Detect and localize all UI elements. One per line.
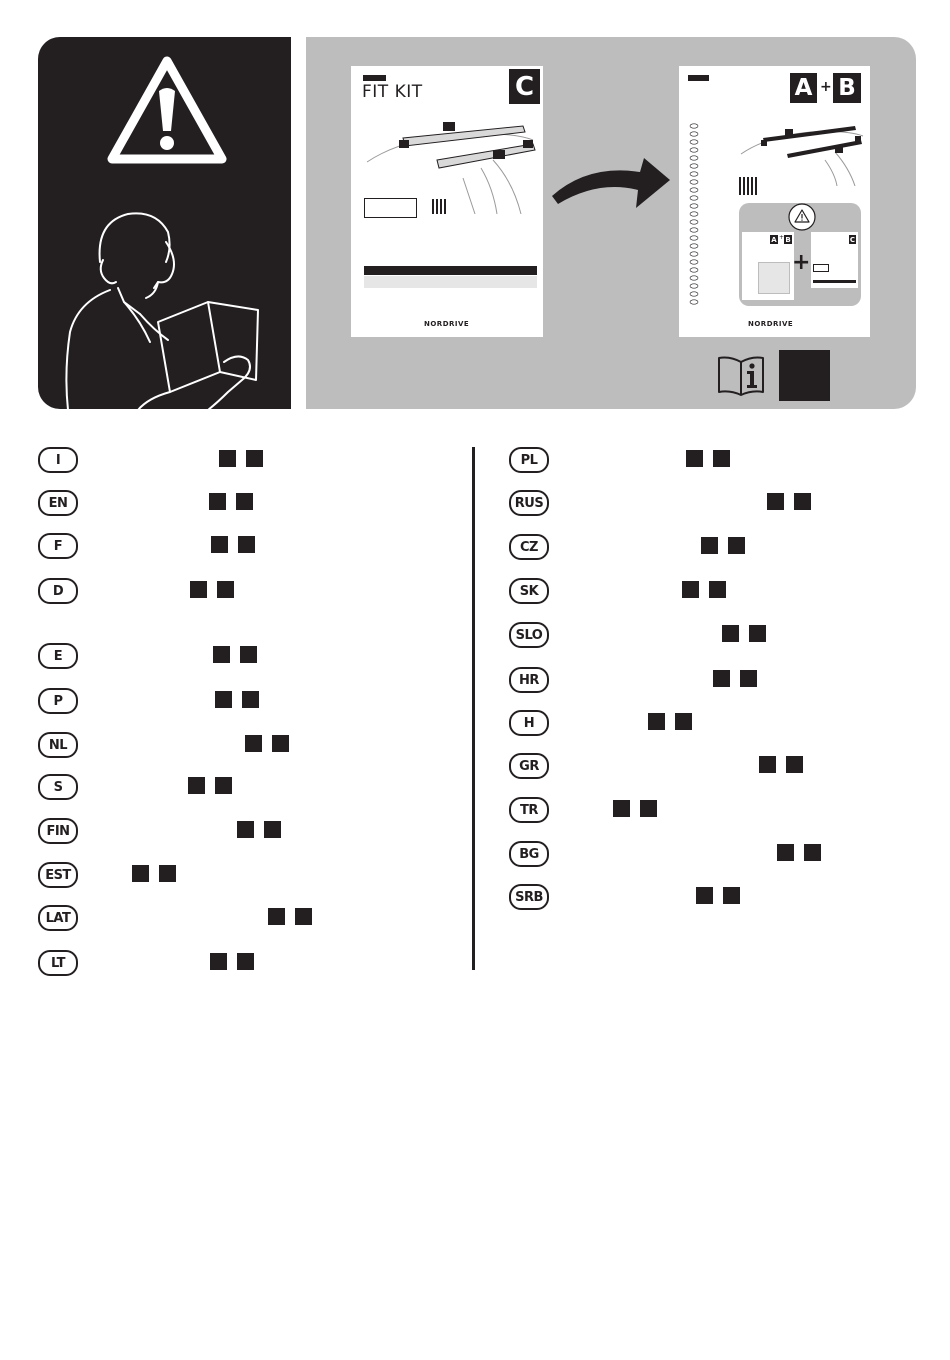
placeholder-square xyxy=(245,735,262,752)
placeholder-square xyxy=(240,646,257,663)
code-bar xyxy=(363,75,386,81)
placeholder-square xyxy=(237,953,254,970)
language-code-badge: E xyxy=(38,643,78,669)
placeholder-square xyxy=(740,670,757,687)
language-row xyxy=(509,447,909,471)
language-row xyxy=(509,753,909,777)
inset-inner-box xyxy=(758,262,790,294)
placeholder-square xyxy=(264,821,281,838)
fit-kit-title: FIT KIT xyxy=(362,82,423,102)
placeholder-square xyxy=(767,493,784,510)
placeholder-square xyxy=(682,581,699,598)
spec-table-row xyxy=(364,276,537,288)
language-code-badge: BG xyxy=(509,841,549,867)
inset-plus: + xyxy=(779,234,785,241)
qr-code-icon xyxy=(432,199,447,214)
placeholder-square xyxy=(217,581,234,598)
placeholder-square xyxy=(640,800,657,817)
placeholder-square xyxy=(728,537,745,554)
placeholder-square xyxy=(295,908,312,925)
language-code-badge: LT xyxy=(38,950,78,976)
inset-plus-big: + xyxy=(792,250,811,275)
language-row xyxy=(509,797,909,821)
inset-letter-a: A xyxy=(771,235,777,244)
inset-c-page xyxy=(811,232,858,288)
language-code-badge: EN xyxy=(38,490,78,516)
language-code-badge: P xyxy=(38,688,78,714)
warning-circle-icon xyxy=(787,202,817,232)
placeholder-square xyxy=(686,450,703,467)
language-row xyxy=(509,667,909,691)
placeholder-square xyxy=(215,691,232,708)
language-row xyxy=(509,490,909,514)
spec-table xyxy=(364,266,537,275)
placeholder-square xyxy=(272,735,289,752)
placeholder-square xyxy=(238,536,255,553)
placeholder-square xyxy=(613,800,630,817)
plus-sign: + xyxy=(820,79,832,95)
placeholder-square xyxy=(709,581,726,598)
language-code-badge: NL xyxy=(38,732,78,758)
fit-kit-manual-page xyxy=(351,66,543,337)
placeholder-square xyxy=(190,581,207,598)
language-code-badge: TR xyxy=(509,797,549,823)
language-code-badge: F xyxy=(38,533,78,559)
placeholder-square xyxy=(211,536,228,553)
letter-c-badge: C xyxy=(509,69,540,104)
language-code-badge: D xyxy=(38,578,78,604)
warning-panel xyxy=(38,37,291,409)
placeholder-square xyxy=(246,450,263,467)
language-code-badge: RUS xyxy=(509,490,549,516)
placeholder-square xyxy=(236,493,253,510)
placeholder-square xyxy=(675,713,692,730)
placeholder-square xyxy=(749,625,766,642)
placeholder-square xyxy=(713,450,730,467)
language-row xyxy=(38,533,438,557)
language-icon-list xyxy=(687,122,701,312)
placeholder-square xyxy=(159,865,176,882)
letter-a-badge: A xyxy=(790,73,817,103)
language-row xyxy=(509,578,909,602)
warning-triangle-icon xyxy=(106,55,228,167)
brand-logo: NORDRIVE xyxy=(748,320,794,328)
placeholder-square xyxy=(242,691,259,708)
language-row xyxy=(38,447,438,471)
placeholder-square xyxy=(696,887,713,904)
language-row xyxy=(38,950,438,974)
placeholder-square xyxy=(210,953,227,970)
language-code-badge: I xyxy=(38,447,78,473)
placeholder-square xyxy=(722,625,739,642)
brand-logo: NORDRIVE xyxy=(424,320,470,328)
language-row xyxy=(38,905,438,929)
column-divider xyxy=(472,447,475,970)
placeholder-square xyxy=(713,670,730,687)
language-code-badge: GR xyxy=(509,753,549,779)
placeholder-square xyxy=(723,887,740,904)
language-code-badge: LAT xyxy=(38,905,78,931)
language-code-badge: H xyxy=(509,710,549,736)
language-code-badge: SK xyxy=(509,578,549,604)
language-row xyxy=(38,688,438,712)
inset-model-box xyxy=(813,264,829,272)
inset-table xyxy=(813,280,856,283)
manual-info-icon xyxy=(716,354,766,396)
language-row xyxy=(38,490,438,514)
placeholder-square xyxy=(648,713,665,730)
language-code-badge: FIN xyxy=(38,818,78,844)
placeholder-square xyxy=(701,537,718,554)
language-row xyxy=(38,818,438,842)
curved-arrow-icon xyxy=(548,150,673,210)
placeholder-square xyxy=(209,493,226,510)
inset-letter-b: B xyxy=(785,235,791,244)
language-code-badge: SLO xyxy=(509,622,549,648)
language-row xyxy=(38,774,438,798)
placeholder-square xyxy=(794,493,811,510)
language-row xyxy=(509,884,909,908)
ab-manual-page xyxy=(679,66,870,337)
language-row xyxy=(38,643,438,667)
placeholder-square xyxy=(219,450,236,467)
language-code-badge: HR xyxy=(509,667,549,693)
letter-b-badge: B xyxy=(833,73,861,103)
placeholder-square xyxy=(188,777,205,794)
inset-ab-page xyxy=(742,232,794,300)
language-row xyxy=(38,862,438,886)
placeholder-square xyxy=(804,844,821,861)
placeholder-square xyxy=(132,865,149,882)
language-code-badge: PL xyxy=(509,447,549,473)
language-code-badge: EST xyxy=(38,862,78,888)
placeholder-square xyxy=(759,756,776,773)
language-code-badge: SRB xyxy=(509,884,549,910)
qr-code-icon xyxy=(739,177,757,195)
placeholder-square xyxy=(777,844,794,861)
language-row xyxy=(509,710,909,734)
man-reading-manual-illustration xyxy=(58,202,288,412)
code-bar xyxy=(688,75,709,81)
language-code-badge: CZ xyxy=(509,534,549,560)
language-row xyxy=(38,732,438,756)
inset-letter-c: C xyxy=(849,235,856,244)
black-square-badge xyxy=(779,350,830,401)
language-row xyxy=(509,534,909,558)
model-box xyxy=(364,198,417,218)
placeholder-square xyxy=(237,821,254,838)
placeholder-square xyxy=(213,646,230,663)
placeholder-square xyxy=(786,756,803,773)
language-code-badge: S xyxy=(38,774,78,800)
language-row xyxy=(38,578,438,602)
language-row xyxy=(509,841,909,865)
placeholder-square xyxy=(215,777,232,794)
language-row xyxy=(509,622,909,646)
placeholder-square xyxy=(268,908,285,925)
